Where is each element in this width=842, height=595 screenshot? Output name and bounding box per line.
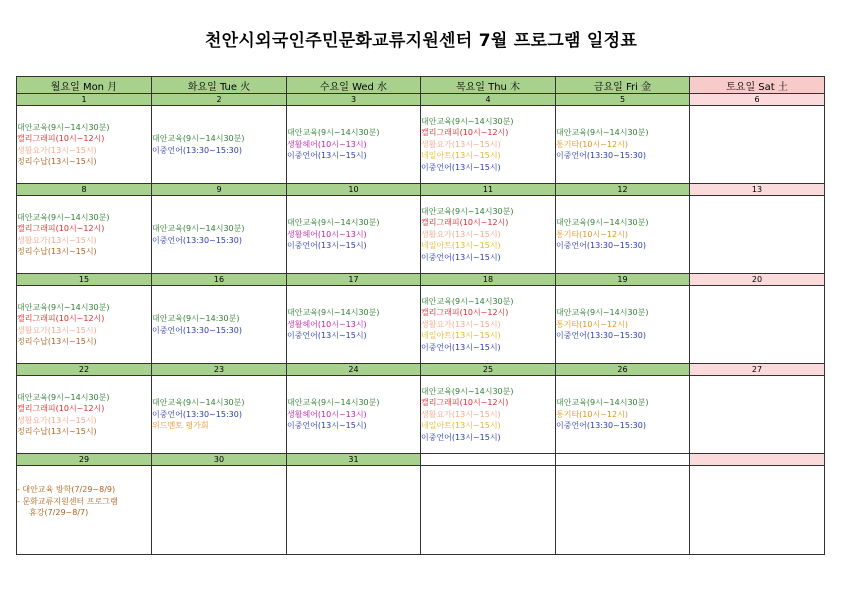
program-item: 대안교육(9시~14시30분) bbox=[287, 218, 380, 228]
program-row bbox=[17, 466, 825, 555]
day-header-row bbox=[17, 77, 825, 94]
program-item: 이중언어(13시~15시) bbox=[287, 151, 367, 161]
program-item: 대안교육(9시~14시30분) bbox=[421, 206, 514, 216]
day-cell-tue bbox=[152, 286, 287, 364]
program-item: 이중언어(13:30~15:30) bbox=[152, 235, 242, 245]
program-item: 캘리그래피(10시~12시) bbox=[421, 308, 509, 318]
date-number-wed: 31 bbox=[287, 454, 421, 466]
day-cell-mon bbox=[17, 466, 152, 555]
day-cell-wed bbox=[287, 376, 421, 454]
program-item: 대안교육(9시~14시30분) bbox=[556, 128, 649, 138]
day-header-fri: 금요일 Fri 金 bbox=[556, 77, 690, 94]
program-item: 생활요가(13시~15시) bbox=[421, 409, 501, 419]
day-cell-wed bbox=[287, 466, 421, 555]
program-row bbox=[17, 196, 825, 274]
date-number-wed: 17 bbox=[287, 274, 421, 286]
day-cell-fri bbox=[556, 106, 690, 184]
date-number-sat: 13 bbox=[690, 184, 825, 196]
program-item: 대안교육(9시~14시30분) bbox=[556, 218, 649, 228]
date-number-mon: 1 bbox=[17, 94, 152, 106]
day-cell-fri bbox=[556, 376, 690, 454]
date-number-sat bbox=[690, 454, 825, 466]
day-cell-fri bbox=[556, 286, 690, 364]
day-header-thu: 목요일 Thu 木 bbox=[421, 77, 556, 94]
day-cell-thu bbox=[421, 286, 556, 364]
day-cell-mon bbox=[17, 106, 152, 184]
program-item: 캘리그래피(10시~12시) bbox=[17, 404, 105, 413]
day-cell-fri bbox=[556, 466, 690, 555]
program-item: 이중언어(13시~15시) bbox=[287, 421, 367, 431]
program-item: 대안교육(9시~14시30분) bbox=[17, 122, 110, 132]
program-item: 캘리그래피(10시~12시) bbox=[421, 128, 509, 138]
program-item: 정리수납(13시~15시) bbox=[17, 247, 97, 256]
program-item: 생활요가(13시~15시) bbox=[17, 415, 97, 425]
date-number-thu: 4 bbox=[421, 94, 556, 106]
schedule-table bbox=[16, 76, 825, 555]
program-item: 대안교육(9시~14시30분) bbox=[17, 392, 110, 402]
date-number-fri: 12 bbox=[556, 184, 690, 196]
note-item: 휴강(7/29~8/7) bbox=[29, 508, 89, 517]
date-number-sat: 20 bbox=[690, 274, 825, 286]
program-row bbox=[17, 376, 825, 454]
vacation-notes bbox=[17, 484, 151, 519]
date-number-mon: 29 bbox=[17, 454, 152, 466]
program-item: 대안교육(9시~14시30분) bbox=[287, 128, 380, 138]
day-cell-thu bbox=[421, 196, 556, 274]
date-number-fri bbox=[556, 454, 690, 466]
date-number-wed: 3 bbox=[287, 94, 421, 106]
program-item: 생활요가(13시~15시) bbox=[17, 145, 97, 155]
program-item: 정리수납(13시~15시) bbox=[17, 337, 97, 346]
program-item: 이중언어(13시~15시) bbox=[421, 162, 501, 172]
program-item: 네일아트(13시~15시) bbox=[421, 241, 501, 251]
date-number-tue: 23 bbox=[152, 364, 287, 376]
program-item: 생활헤어(10시~13시) bbox=[287, 319, 367, 329]
program-item: 이중언어(13:30~15:30) bbox=[556, 331, 646, 341]
date-number-mon: 22 bbox=[17, 364, 152, 376]
program-item: 캘리그래피(10시~12시) bbox=[421, 218, 509, 228]
program-item: 생활요가(13시~15시) bbox=[421, 319, 501, 329]
program-item: 생활헤어(10시~13시) bbox=[287, 409, 367, 419]
date-number-mon: 15 bbox=[17, 274, 152, 286]
day-cell-thu bbox=[421, 466, 556, 555]
program-item: 위드멘토 평가회 bbox=[152, 421, 209, 431]
program-item: 대안교육(9시~14시30분) bbox=[556, 308, 649, 318]
date-number-row bbox=[17, 94, 825, 106]
day-cell-mon bbox=[17, 376, 152, 454]
program-item: 네일아트(13시~15시) bbox=[421, 421, 501, 431]
day-cell-wed bbox=[287, 196, 421, 274]
day-cell-wed bbox=[287, 106, 421, 184]
program-item: 이중언어(13:30~15:30) bbox=[152, 145, 242, 155]
program-item: 생활요가(13시~15시) bbox=[421, 229, 501, 239]
program-item: 대안교육(9시~14시30분) bbox=[152, 224, 245, 233]
day-header-tue: 화요일 Tue 火 bbox=[152, 77, 287, 94]
program-item: 생활요가(13시~15시) bbox=[17, 325, 97, 335]
date-number-row bbox=[17, 454, 825, 466]
program-item: 이중언어(13:30~15:30) bbox=[556, 241, 646, 251]
program-item: 캘리그래피(10시~12시) bbox=[17, 134, 105, 143]
date-number-wed: 24 bbox=[287, 364, 421, 376]
program-item: 생활헤어(10시~13시) bbox=[287, 139, 367, 149]
day-header-wed: 수요일 Wed 水 bbox=[287, 77, 421, 94]
program-item: 대안교육(9시~14시30분) bbox=[421, 386, 514, 396]
program-row bbox=[17, 286, 825, 364]
date-number-sat: 6 bbox=[690, 94, 825, 106]
date-number-row bbox=[17, 184, 825, 196]
program-item: 대안교육(9시~14시30분) bbox=[287, 398, 380, 408]
date-number-sat: 27 bbox=[690, 364, 825, 376]
program-row bbox=[17, 106, 825, 184]
date-number-fri: 19 bbox=[556, 274, 690, 286]
date-number-mon: 8 bbox=[17, 184, 152, 196]
program-item: 통기타(10시~12시) bbox=[556, 229, 628, 239]
date-number-tue: 30 bbox=[152, 454, 287, 466]
day-cell-fri bbox=[556, 196, 690, 274]
program-item: 통기타(10시~12시) bbox=[556, 319, 628, 329]
day-cell-mon bbox=[17, 286, 152, 364]
date-number-tue: 16 bbox=[152, 274, 287, 286]
program-item: 통기타(10시~12시) bbox=[556, 409, 628, 419]
program-item: 이중언어(13시~15시) bbox=[421, 342, 501, 352]
program-item: 이중언어(13시~15시) bbox=[421, 252, 501, 262]
note-item: - 대안교육 방학(7/29~8/9) bbox=[17, 485, 116, 494]
date-number-fri: 26 bbox=[556, 364, 690, 376]
program-item: 캘리그래피(10시~12시) bbox=[17, 224, 105, 233]
day-header-sat: 토요일 Sat 土 bbox=[690, 77, 825, 94]
program-item: 생활헤어(10시~13시) bbox=[287, 229, 367, 239]
program-item: 생활요가(13시~15시) bbox=[17, 235, 97, 245]
date-number-wed: 10 bbox=[287, 184, 421, 196]
date-number-thu: 11 bbox=[421, 184, 556, 196]
day-cell-sat bbox=[690, 376, 825, 454]
date-number-thu bbox=[421, 454, 556, 466]
day-cell-thu bbox=[421, 106, 556, 184]
program-item: 대안교육(9시~14:30분) bbox=[152, 314, 240, 323]
program-item: 통기타(10시~12시) bbox=[556, 139, 628, 149]
program-item: 대안교육(9시~14시30분) bbox=[421, 116, 514, 126]
date-number-fri: 5 bbox=[556, 94, 690, 106]
day-cell-sat bbox=[690, 466, 825, 555]
program-item: 이중언어(13:30~15:30) bbox=[152, 325, 242, 335]
program-item: 캘리그래피(10시~12시) bbox=[421, 398, 509, 408]
program-item: 대안교육(9시~14시30분) bbox=[421, 296, 514, 306]
date-number-row bbox=[17, 274, 825, 286]
day-cell-sat bbox=[690, 286, 825, 364]
note-item: - 문화교류지원센터 프로그램 bbox=[17, 496, 118, 506]
date-number-tue: 9 bbox=[152, 184, 287, 196]
date-number-row bbox=[17, 364, 825, 376]
day-cell-sat bbox=[690, 196, 825, 274]
program-item: 이중언어(13시~15시) bbox=[421, 432, 501, 442]
date-number-tue: 2 bbox=[152, 94, 287, 106]
day-cell-thu bbox=[421, 376, 556, 454]
page-title: 천안시외국인주민문화교류지원센터 7월 프로그램 일정표 bbox=[204, 31, 638, 51]
program-item: 대안교육(9시~14시30분) bbox=[17, 302, 110, 312]
day-header-mon: 월요일 Mon 月 bbox=[17, 77, 152, 94]
program-item: 대안교육(9시~14시30분) bbox=[556, 398, 649, 408]
day-cell-wed bbox=[287, 286, 421, 364]
program-item: 네일아트(13시~15시) bbox=[421, 151, 501, 161]
program-item: 이중언어(13시~15시) bbox=[287, 331, 367, 341]
program-item: 대안교육(9시~14시30분) bbox=[152, 398, 245, 408]
program-item: 이중언어(13시~15시) bbox=[287, 241, 367, 251]
program-item: 이중언어(13:30~15:30) bbox=[556, 421, 646, 431]
program-item: 캘리그래피(10시~12시) bbox=[17, 314, 105, 323]
program-item: 대안교육(9시~14시30분) bbox=[287, 308, 380, 318]
program-item: 네일아트(13시~15시) bbox=[421, 331, 501, 341]
program-item: 정리수납(13시~15시) bbox=[17, 427, 97, 436]
program-item: 정리수납(13시~15시) bbox=[17, 157, 97, 166]
program-item: 이중언어(13:30~15:30) bbox=[152, 409, 242, 419]
program-item: 이중언어(13:30~15:30) bbox=[556, 151, 646, 161]
day-cell-tue bbox=[152, 466, 287, 555]
day-cell-tue bbox=[152, 376, 287, 454]
day-cell-tue bbox=[152, 106, 287, 184]
date-number-thu: 25 bbox=[421, 364, 556, 376]
program-item: 생활요가(13시~15시) bbox=[421, 139, 501, 149]
day-cell-mon bbox=[17, 196, 152, 274]
day-cell-sat bbox=[690, 106, 825, 184]
program-item: 대안교육(9시~14시30분) bbox=[17, 212, 110, 222]
day-cell-tue bbox=[152, 196, 287, 274]
program-item: 대안교육(9시~14시30분) bbox=[152, 134, 245, 143]
date-number-thu: 18 bbox=[421, 274, 556, 286]
